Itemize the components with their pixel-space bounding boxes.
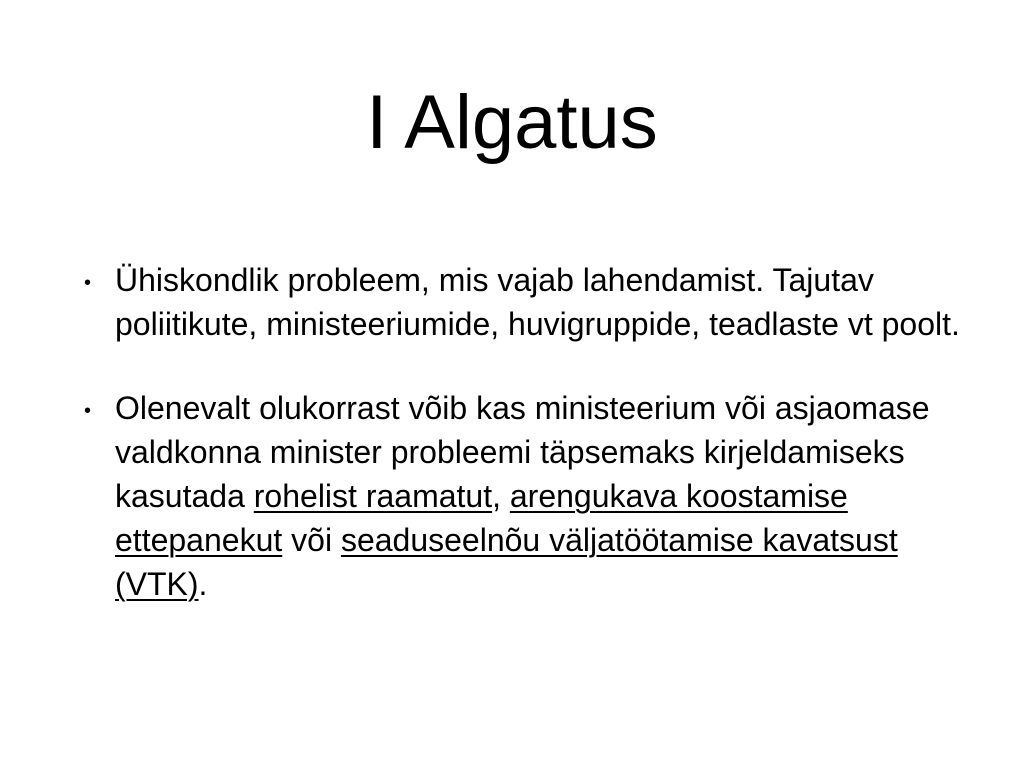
bullet-text-part: Olenevalt olukorrast võib kas ministeerium või asjaomase valdkonna minister probleemi täpsemaks kirjeldamiseks kasutada: [115, 390, 930, 514]
bullet-text: Ühiskondlik probleem, mis vajab lahendamist. Tajutav poliitikute, ministeeriumide, huvigruppide, teadlaste vt poolt.: [115, 262, 960, 342]
bullet-item-2: [80, 386, 960, 606]
link-rohelist-raamatut[interactable]: rohelist raamatut: [253, 478, 493, 514]
bullet-text-part: .: [198, 566, 208, 602]
bullet-text-part: ,: [492, 478, 510, 514]
bullet-text-part: või: [282, 522, 341, 558]
bullet-dot-icon: •: [84, 272, 92, 294]
bullet-list: [80, 258, 960, 606]
bullet-dot-icon: •: [84, 400, 92, 422]
link-arengukava-ettepanek[interactable]: arengukava koostamise ettepanekut: [115, 478, 848, 558]
bullet-item-1: [80, 258, 960, 346]
slide-title: I Algatus: [366, 80, 658, 165]
link-vtk[interactable]: seaduseelnõu väljatöötamise kavatsust (VTK): [115, 522, 898, 602]
